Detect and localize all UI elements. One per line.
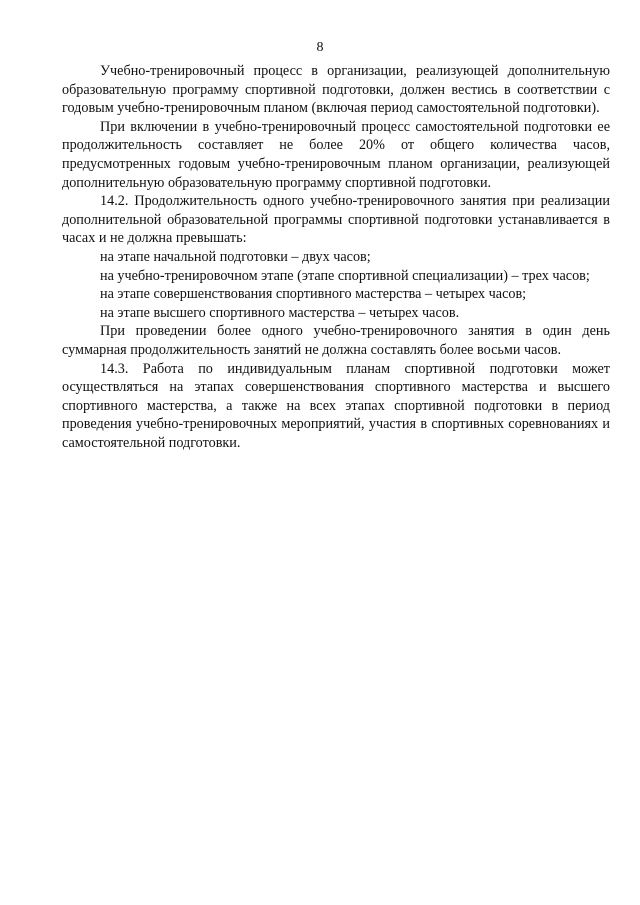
page-number: 8: [316, 40, 324, 55]
paragraph-daily-limit: При проведении более одного учебно-тренировочного занятия в один день суммарная продолжительность занятий не должна составлять более восьми часов.: [62, 323, 610, 358]
list-item-highest-mastery-stage: на этапе высшего спортивного мастерства – четырех часов.: [100, 304, 460, 321]
paragraph-14-2-duration: 14.2. Продолжительность одного учебно-тренировочного занятия при реализации дополнительной образовательной программы спортивной подготовки устанавливается в часах и не должна превышать:: [62, 193, 610, 247]
document-body: [62, 62, 610, 452]
list-item-training-stage: на учебно-тренировочном этапе (этапе спортивной специализации) – трех часов;: [100, 267, 590, 284]
list-item-initial-stage: на этапе начальной подготовки – двух часов;: [100, 248, 371, 265]
paragraph-14-3-individual-plans: 14.3. Работа по индивидуальным планам спортивной подготовки может осуществляться на этапах совершенствования спортивного мастерства и высшего спортивного мастерства, а также на всех этапах спортивной подготовки в период проведения учебно-тренировочных мероприятий, участия в спортивных соревнованиях и самостоятельной подготовки.: [62, 360, 610, 451]
list-item-improvement-stage: на этапе совершенствования спортивного мастерства – четырех часов;: [100, 286, 527, 303]
paragraph-training-process: Учебно-тренировочный процесс в организации, реализующей дополнительную образовательную программу спортивной подготовки, должен вестись в соответствии с годовым учебно-тренировочным планом (включая период самостоятельной подготовки).: [62, 63, 610, 117]
paragraph-self-training: При включении в учебно-тренировочный процесс самостоятельной подготовки ее продолжительность составляет не более 20% от общего количества часов, предусмотренных годовым учебно-тренировочным планом организации, реализующей дополнительную образовательную программу спортивной подготовки.: [62, 118, 610, 191]
